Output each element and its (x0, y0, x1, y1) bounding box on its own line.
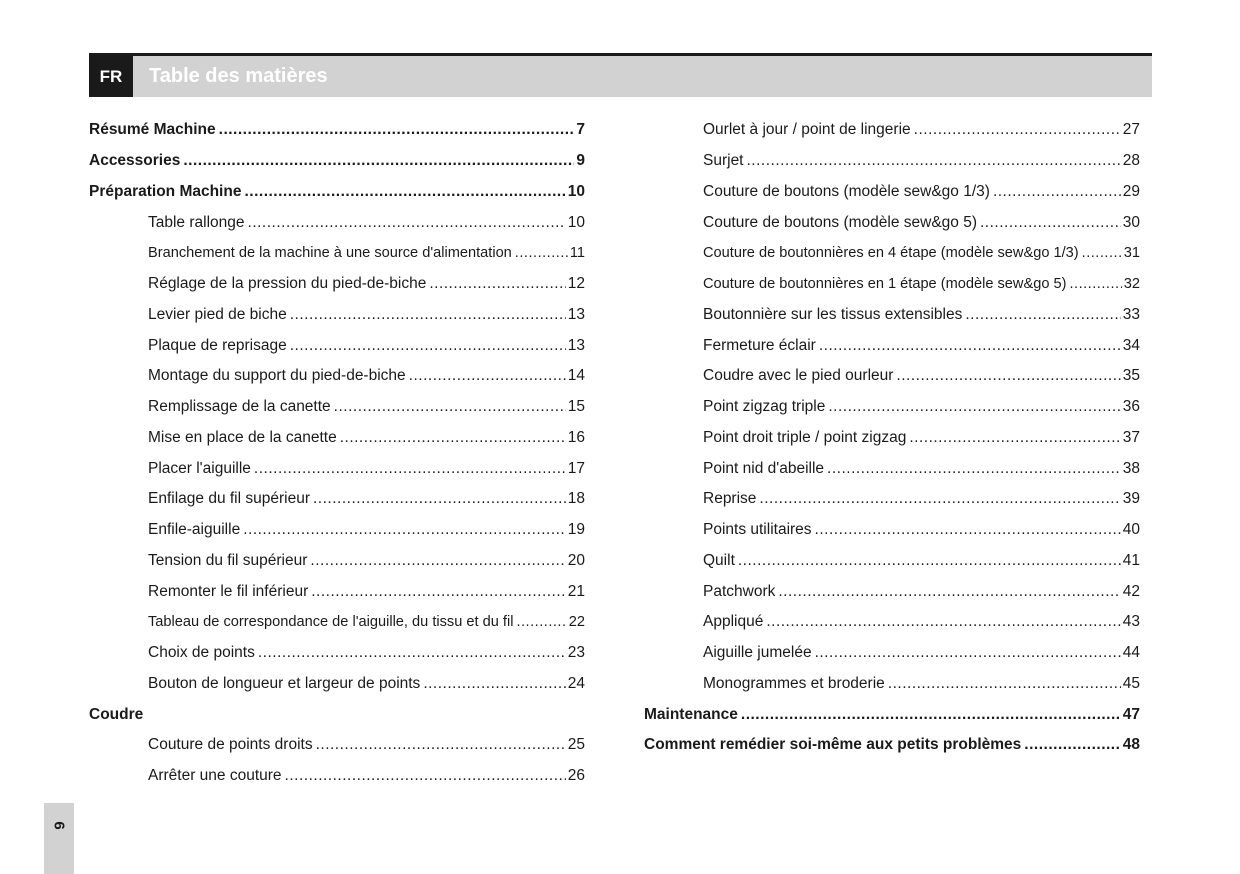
toc-entry (89, 730, 585, 761)
toc-entry (644, 638, 1140, 669)
toc-dot-leader (827, 460, 1121, 478)
toc-entry (644, 115, 1140, 146)
toc-dot-leader (766, 613, 1120, 631)
toc-entry-title: Point nid d'abeille (703, 459, 825, 477)
toc-entry-page: 34 (1122, 336, 1140, 354)
toc-entry (89, 761, 585, 792)
toc-entry-page: 32 (1123, 276, 1140, 293)
toc-column-left (89, 115, 585, 792)
toc-entry-page: 23 (567, 644, 585, 662)
toc-entry (644, 607, 1140, 638)
toc-entry-page: 10 (567, 182, 585, 200)
toc-entry-title: Plaque de reprisage (148, 336, 287, 354)
toc-dot-leader (243, 521, 566, 539)
toc-entry-page: 38 (1122, 459, 1140, 477)
toc-entry-page: 21 (567, 582, 585, 600)
toc-entry-title: Résumé Machine (89, 121, 216, 139)
toc-entry-page: 40 (1122, 521, 1140, 539)
toc-dot-leader (1024, 736, 1120, 754)
toc-entry-page: 29 (1122, 182, 1140, 200)
toc-entry-title: Appliqué (703, 613, 764, 631)
toc-entry-title: Mise en place de la canette (148, 428, 337, 446)
toc-dot-leader (334, 398, 566, 416)
toc-dot-leader (759, 490, 1120, 508)
toc-entry-page: 43 (1122, 613, 1140, 631)
toc-dot-leader (258, 644, 566, 662)
toc-entry-title: Surjet (703, 152, 744, 170)
toc-dot-leader (244, 183, 565, 201)
toc-entry-title: Coudre (89, 705, 144, 723)
toc-entry (89, 330, 585, 361)
toc-entry (644, 300, 1140, 331)
toc-dot-leader (516, 614, 566, 630)
toc-dot-leader (219, 121, 575, 139)
toc-entry (89, 607, 585, 638)
toc-column-right (644, 115, 1140, 761)
toc-entry-page: 24 (567, 674, 585, 692)
toc-entry-page: 42 (1122, 582, 1140, 600)
toc-entry-title: Accessories (89, 152, 181, 170)
toc-entry-title: Bouton de longueur et largeur de points (148, 674, 421, 692)
toc-dot-leader (340, 429, 566, 447)
toc-entry (89, 484, 585, 515)
toc-entry-page: 25 (567, 736, 585, 754)
toc-entry (89, 146, 585, 177)
toc-entry-page: 18 (567, 490, 585, 508)
page-number: 6 (50, 821, 68, 830)
toc-dot-leader (310, 552, 565, 570)
page-number-tab (44, 803, 74, 874)
toc-dot-leader (896, 367, 1120, 385)
toc-dot-leader (1082, 245, 1122, 261)
toc-entry-page: 13 (567, 336, 585, 354)
toc-dot-leader (515, 245, 568, 261)
toc-dot-leader (1069, 276, 1121, 292)
toc-dot-leader (819, 337, 1121, 355)
toc-entry-title: Quilt (703, 551, 735, 569)
toc-entry-page: 31 (1123, 245, 1140, 262)
toc-entry-title: Branchement de la machine à une source d'alimentation (148, 245, 512, 262)
toc-entry-page: 15 (567, 398, 585, 416)
toc-entry-page: 19 (567, 521, 585, 539)
toc-entry-page: 33 (1122, 305, 1140, 323)
toc-entry (89, 576, 585, 607)
toc-dot-leader (316, 736, 566, 754)
toc-entry (89, 361, 585, 392)
toc-entry-page: 47 (1122, 705, 1140, 723)
toc-dot-leader (248, 214, 566, 232)
toc-entry (644, 699, 1140, 730)
toc-entry (89, 515, 585, 546)
toc-entry-title: Point zigzag triple (703, 398, 826, 416)
toc-entry-title: Maintenance (644, 705, 738, 723)
toc-dot-leader (409, 367, 566, 385)
toc-entry-page: 12 (567, 275, 585, 293)
toc-entry-page: 41 (1122, 551, 1140, 569)
toc-entry-page: 28 (1122, 152, 1140, 170)
toc-entry (89, 269, 585, 300)
toc-dot-leader (738, 552, 1121, 570)
toc-dot-leader (778, 583, 1120, 601)
toc-entry-title: Couture de boutonnières en 1 étape (modèle sew&go 5) (703, 276, 1067, 293)
toc-dot-leader (183, 152, 574, 170)
toc-entry-page: 11 (569, 245, 585, 262)
toc-dot-leader (741, 706, 1121, 724)
toc-entry (644, 361, 1140, 392)
toc-entry (89, 453, 585, 484)
toc-entry (89, 669, 585, 700)
toc-entry-page: 30 (1122, 213, 1140, 231)
toc-entry-title: Fermeture éclair (703, 336, 816, 354)
toc-dot-leader (815, 644, 1121, 662)
toc-entry-title: Comment remédier soi-même aux petits problèmes (644, 736, 1022, 754)
toc-entry-title: Arrêter une couture (148, 767, 282, 785)
toc-entry-page: 44 (1122, 644, 1140, 662)
toc-dot-leader (909, 429, 1120, 447)
toc-entry (644, 330, 1140, 361)
toc-entry-page: 22 (568, 614, 585, 631)
toc-entry-title: Placer l'aiguille (148, 459, 251, 477)
page-title: Table des matières (149, 65, 328, 87)
toc-entry-page: 37 (1122, 428, 1140, 446)
toc-entry-title: Préparation Machine (89, 182, 242, 200)
toc-entry-page: 35 (1122, 367, 1140, 385)
toc-dot-leader (311, 583, 566, 601)
toc-dot-leader (290, 337, 566, 355)
toc-entry-title: Couture de boutonnières en 4 étape (modèle sew&go 1/3) (703, 245, 1079, 262)
toc-dot-leader (980, 214, 1121, 232)
toc-entry (89, 177, 585, 208)
toc-dot-leader (423, 675, 565, 693)
toc-entry-title: Monogrammes et broderie (703, 674, 885, 692)
toc-entry-page: 7 (576, 121, 585, 139)
toc-dot-leader (965, 306, 1120, 324)
toc-entry (89, 699, 585, 730)
toc-entry (89, 546, 585, 577)
toc-entry-page: 27 (1122, 121, 1140, 139)
toc-entry (644, 730, 1140, 761)
toc-entry-title: Enfilage du fil supérieur (148, 490, 310, 508)
toc-entry-title: Boutonnière sur les tissus extensibles (703, 305, 963, 323)
toc-dot-leader (828, 398, 1120, 416)
toc-entry-title: Montage du support du pied-de-biche (148, 367, 406, 385)
toc-entry-title: Remplissage de la canette (148, 398, 331, 416)
toc-entry-title: Enfile-aiguille (148, 521, 241, 539)
toc-dot-leader (290, 306, 566, 324)
language-badge: FR (89, 56, 133, 97)
toc-entry (644, 576, 1140, 607)
toc-entry-page: 17 (567, 459, 585, 477)
toc-entry (644, 515, 1140, 546)
toc-entry-title: Ourlet à jour / point de lingerie (703, 121, 911, 139)
toc-entry-title: Table rallonge (148, 213, 245, 231)
toc-entry (644, 269, 1140, 300)
toc-entry (644, 453, 1140, 484)
toc-entry-title: Aiguille jumelée (703, 644, 812, 662)
toc-entry-title: Couture de boutons (modèle sew&go 5) (703, 213, 977, 231)
toc-entry (644, 484, 1140, 515)
toc-entry-page: 45 (1122, 674, 1140, 692)
toc-entry-page: 9 (576, 152, 585, 170)
toc-entry-page: 26 (567, 767, 585, 785)
toc-dot-leader (254, 460, 566, 478)
toc-entry-page: 13 (567, 305, 585, 323)
toc-entry-page: 36 (1122, 398, 1140, 416)
toc-entry-title: Couture de boutons (modèle sew&go 1/3) (703, 182, 990, 200)
toc-entry-title: Réglage de la pression du pied-de-biche (148, 275, 427, 293)
toc-dot-leader (888, 675, 1121, 693)
toc-entry (89, 207, 585, 238)
toc-dot-leader (429, 275, 565, 293)
toc-entry-title: Points utilitaires (703, 521, 812, 539)
toc-entry (644, 669, 1140, 700)
toc-entry (644, 423, 1140, 454)
toc-entry-page: 39 (1122, 490, 1140, 508)
toc-dot-leader (993, 183, 1121, 201)
toc-entry (644, 546, 1140, 577)
toc-entry-title: Patchwork (703, 582, 776, 600)
toc-entry (89, 638, 585, 669)
toc-dot-leader (914, 121, 1121, 139)
toc-entry (89, 115, 585, 146)
toc-entry (644, 392, 1140, 423)
toc-entry-title: Coudre avec le pied ourleur (703, 367, 894, 385)
toc-entry (89, 300, 585, 331)
toc-entry (644, 146, 1140, 177)
toc-entry-title: Reprise (703, 490, 757, 508)
toc-dot-leader (815, 521, 1121, 539)
toc-entry-title: Levier pied de biche (148, 305, 287, 323)
toc-dot-leader (747, 152, 1121, 170)
toc-entry-page: 10 (567, 213, 585, 231)
toc-entry (644, 207, 1140, 238)
toc-entry (89, 423, 585, 454)
toc-entry (89, 392, 585, 423)
toc-entry-title: Tableau de correspondance de l'aiguille, du tissu et du fil (148, 614, 514, 631)
toc-entry-title: Point droit triple / point zigzag (703, 428, 907, 446)
toc-entry-page: 20 (567, 551, 585, 569)
toc-entry-page: 48 (1122, 736, 1140, 754)
toc-entry-title: Remonter le fil inférieur (148, 582, 309, 600)
toc-entry-page: 14 (567, 367, 585, 385)
toc-dot-leader (285, 767, 566, 785)
toc-entry (89, 238, 585, 269)
toc-dot-leader (313, 490, 566, 508)
toc-entry-title: Choix de points (148, 644, 255, 662)
toc-entry-page: 16 (567, 428, 585, 446)
toc-entry-title: Tension du fil supérieur (148, 551, 308, 569)
toc-entry-title: Couture de points droits (148, 736, 313, 754)
toc-entry (644, 177, 1140, 208)
toc-entry (644, 238, 1140, 269)
